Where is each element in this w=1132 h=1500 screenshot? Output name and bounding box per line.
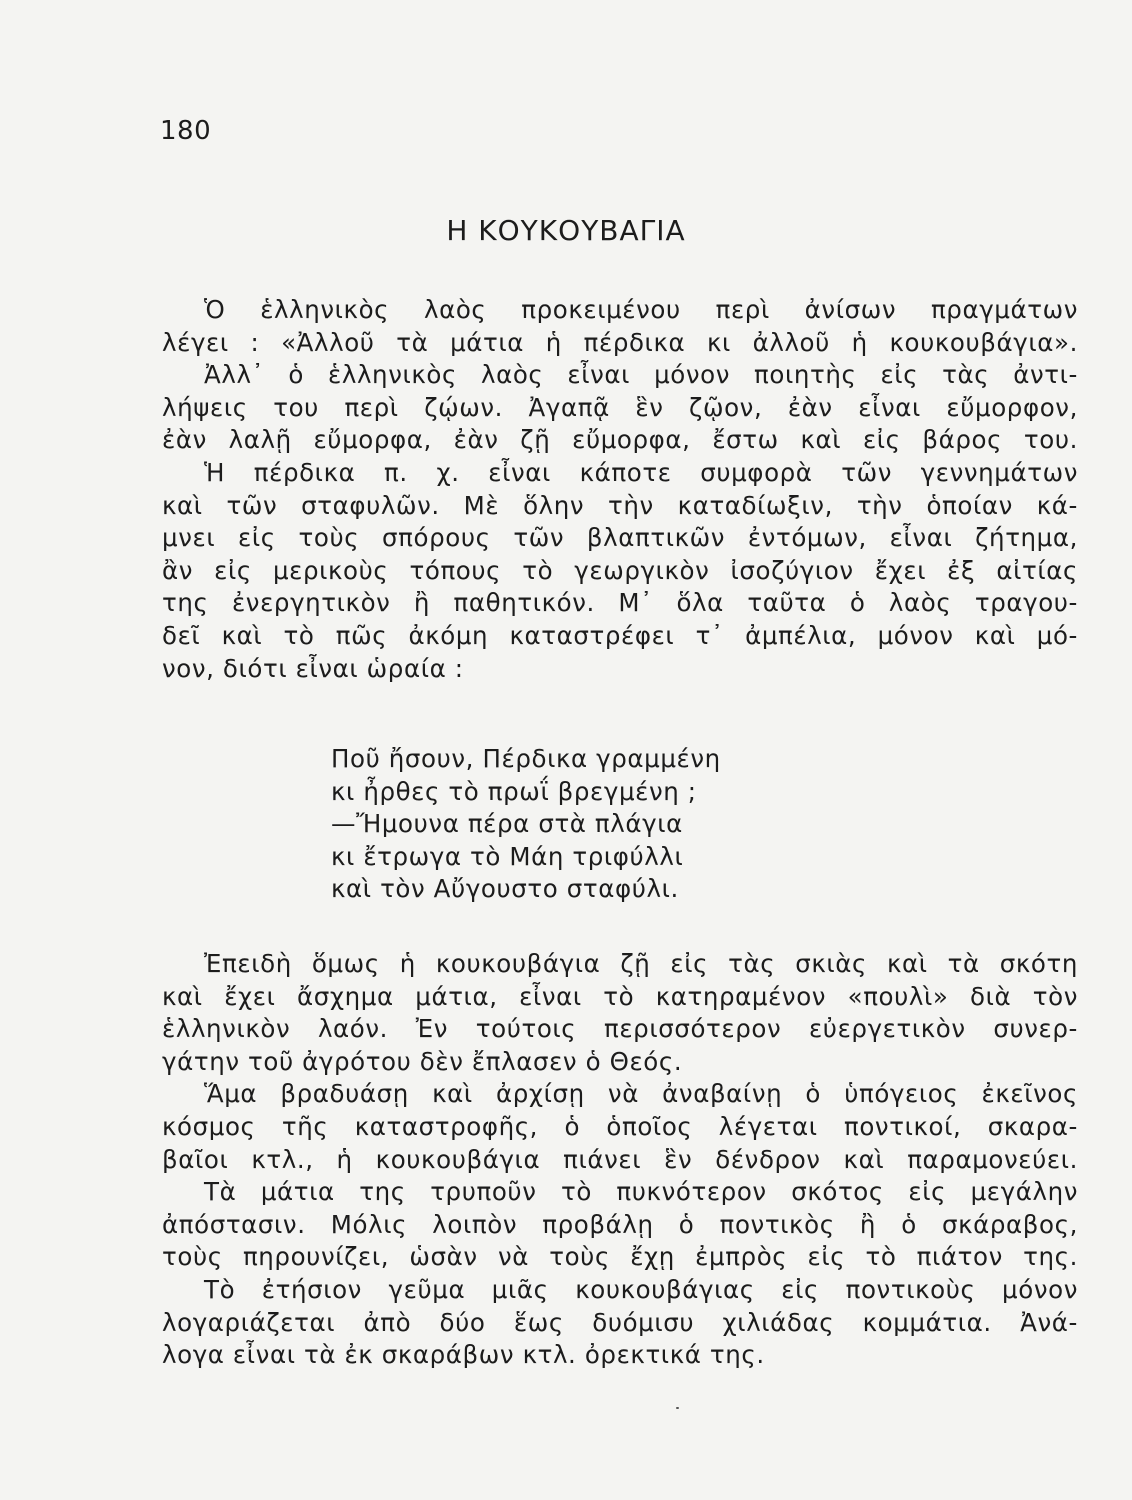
page-number: 180 (160, 116, 212, 146)
text-line: Ὁ ἑλληνικὸς λαὸς προκειμένου περὶ ἀνίσων πραγμάτων (204, 295, 1078, 324)
text-line: Ἐπειδὴ ὅμως ἡ κουκουβάγια ζῇ εἰς τὰς σκιὰς καὶ τὰ σκότη (204, 949, 1078, 978)
text-line: λήψεις του περὶ ζῴων. Ἀγαπᾷ ἓν ζῷον, ἐὰν εἶναι εὔμορφον, (162, 392, 1078, 422)
text-line: Ἀλλ᾽ ὁ ἑλληνικὸς λαὸς εἶναι μόνον ποιητὴς εἰς τὰς ἀντι- (204, 360, 1078, 390)
text-line: λογαριάζεται ἀπὸ δύο ἕως δυόμισυ χιλιάδας κομμάτια. Ἀνά- (162, 1307, 1078, 1337)
text-line: ἑλληνικὸν λαόν. Ἐν τούτοις περισσότερον εὐεργετικὸν συνερ- (162, 1014, 1078, 1044)
text-line: νον, διότι εἶναι ὡραία : (162, 653, 464, 683)
text-line: τοὺς πηρουνίζει, ὡσὰν νὰ τοὺς ἔχῃ ἐμπρὸς εἰς τὸ πιάτον της. (162, 1242, 1078, 1272)
text-line: της ἐνεργητικὸν ἢ παθητικόν. Μ᾽ ὅλα ταῦτα ὁ λαὸς τραγου- (162, 588, 1078, 618)
body-paragraphs-owl (162, 948, 1078, 1372)
text-line: λογα εἶναι τὰ ἐκ σκαράβων κτλ. ὀρεκτικά της. (162, 1340, 765, 1370)
text-line: ἀπόστασιν. Μόλις λοιπὸν προβάλῃ ὁ ποντικὸς ἢ ὁ σκάραβος, (162, 1209, 1078, 1239)
text-line: βαῖοι κτλ., ἡ κουκουβάγια πιάνει ἓν δένδρον καὶ παραμονεύει. (162, 1144, 1078, 1174)
text-line: ἂν εἰς μερικοὺς τόπους τὸ γεωργικὸν ἰσοζύγιον ἔχει ἐξ αἰτίας (162, 555, 1078, 585)
verse-line: καὶ τὸν Αὔγουστο σταφύλι. (331, 874, 679, 904)
text-line: ἐὰν λαλῇ εὔμορφα, ἐὰν ζῇ εὔμορφα, ἔστω καὶ εἰς βάρος του. (162, 425, 1078, 455)
chapter-title: Η ΚΟΥΚΟΥΒΑΓΙΑ (446, 214, 686, 247)
text-line: κόσμος τῆς καταστροφῆς, ὁ ὁποῖος λέγεται ποντικοί, σκαρα- (162, 1111, 1078, 1141)
body-paragraphs-intro (162, 294, 1078, 685)
text-line: δεῖ καὶ τὸ πῶς ἀκόμη καταστρέφει τ᾽ ἀμπέλια, μόνον καὶ μό- (162, 620, 1078, 650)
text-line: Ἅμα βραδυάσῃ καὶ ἀρχίσῃ νὰ ἀναβαίνῃ ὁ ὑπόγειος ἐκεῖνος (204, 1079, 1078, 1109)
text-line: μνει εἰς τοὺς σπόρους τῶν βλαπτικῶν ἐντόμων, εἶναι ζήτημα, (162, 523, 1078, 553)
text-line: Τὸ ἐτήσιον γεῦμα μιᾶς κουκουβάγιας εἰς ποντικοὺς μόνον (204, 1274, 1078, 1304)
verse-line: Ποῦ ἤσουν, Πέρδικα γραμμένη (331, 744, 721, 773)
print-speck (676, 1407, 679, 1409)
verse-line: κι ἦρθες τὸ πρωΐ βρεγμένη ; (331, 776, 697, 806)
folk-song-verse (331, 743, 721, 906)
verse-line: —Ἤμουνα πέρα στὰ πλάγια (331, 809, 683, 839)
text-line: Τὰ μάτια της τρυποῦν τὸ πυκνότερον σκότος εἰς μεγάλην (204, 1177, 1078, 1207)
text-line: Ἡ πέρδικα π. χ. εἶναι κάποτε συμφορὰ τῶν γεννημάτων (204, 457, 1078, 487)
text-line: γάτην τοῦ ἀγρότου δὲν ἔπλασεν ὁ Θεός. (162, 1046, 683, 1076)
text-line: καὶ τῶν σταφυλῶν. Μὲ ὅλην τὴν καταδίωξιν, τὴν ὁποίαν κά- (162, 490, 1078, 520)
verse-line: κι ἔτρωγα τὸ Μάη τριφύλλι (331, 841, 684, 871)
text-line: λέγει : «Ἀλλοῦ τὰ μάτια ἡ πέρδικα κι ἀλλοῦ ἡ κουκουβάγια». (162, 327, 1078, 357)
text-line: καὶ ἔχει ἄσχημα μάτια, εἶναι τὸ κατηραμένον «πουλὶ» διὰ τὸν (162, 981, 1078, 1011)
